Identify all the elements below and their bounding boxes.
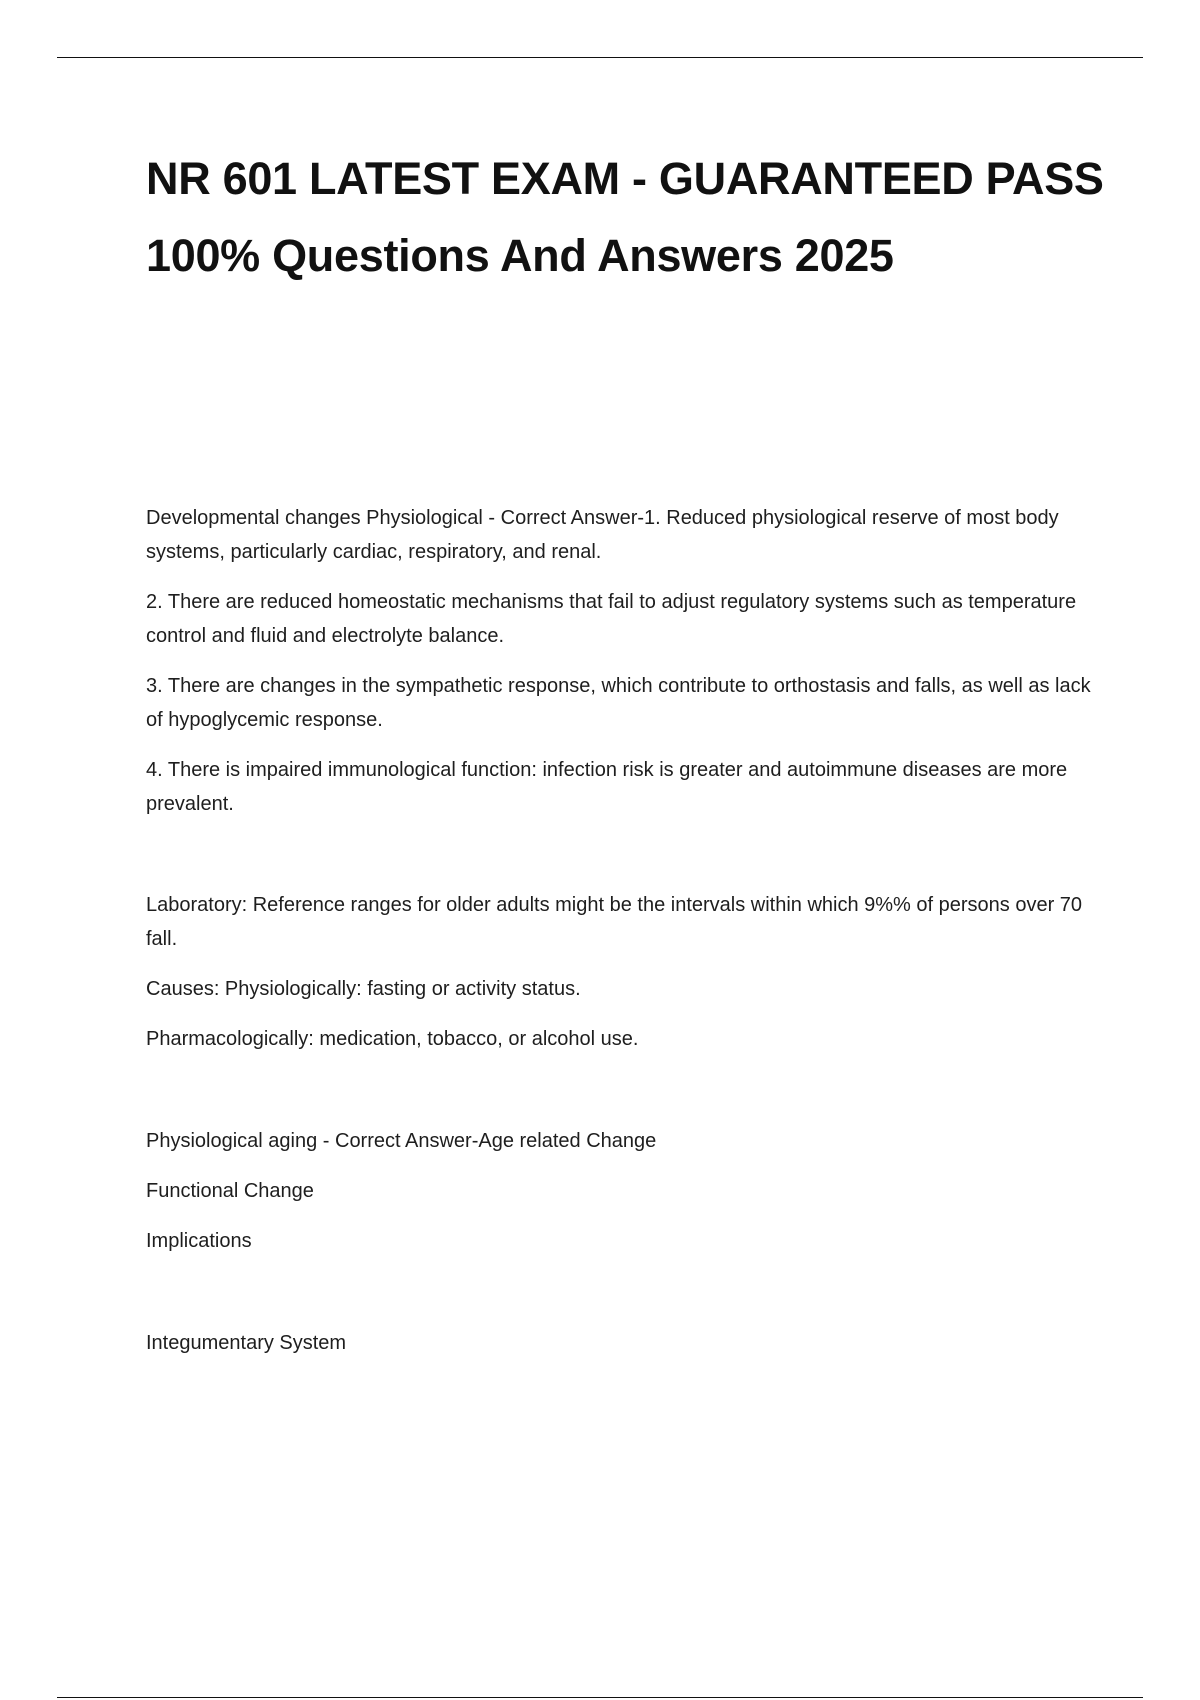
section-physiological-aging: [146, 1124, 1106, 1274]
section-developmental-changes: [146, 501, 1106, 837]
paragraph: 4. There is impaired immunological function: infection risk is greater and autoimmune diseases are more prevalent.: [146, 759, 1068, 815]
title-line-2: 100% Questions And Answers 2025: [146, 230, 894, 281]
paragraph: Pharmacologically: medication, tobacco, or alcohol use.: [146, 1028, 639, 1050]
title-line-1: NR 601 LATEST EXAM - GUARANTEED PASS: [146, 153, 1104, 204]
paragraph: Physiological aging - Correct Answer-Age related Change: [146, 1130, 657, 1152]
paragraph: Developmental changes Physiological - Correct Answer-1. Reduced physiological reserve of most body systems, particularly cardiac, respiratory, and renal.: [146, 507, 1059, 563]
section-laboratory: [146, 888, 1106, 1072]
section-integumentary: [146, 1326, 1106, 1376]
bottom-rule: [57, 1697, 1143, 1698]
paragraph: Integumentary System: [146, 1332, 347, 1354]
paragraph: Causes: Physiologically: fasting or activity status.: [146, 978, 581, 1000]
paragraph: Implications: [146, 1230, 252, 1252]
top-rule: [57, 57, 1143, 58]
document-title: [146, 140, 1136, 294]
paragraph: Functional Change: [146, 1180, 314, 1202]
paragraph: Laboratory: Reference ranges for older adults might be the intervals within which 9%% of persons over 70 fall.: [146, 894, 1083, 950]
paragraph: 2. There are reduced homeostatic mechanisms that fail to adjust regulatory systems such as temperature control and fluid and electrolyte balance.: [146, 591, 1077, 647]
paragraph: 3. There are changes in the sympathetic response, which contribute to orthostasis and falls, as well as lack of hypoglycemic response.: [146, 675, 1091, 731]
